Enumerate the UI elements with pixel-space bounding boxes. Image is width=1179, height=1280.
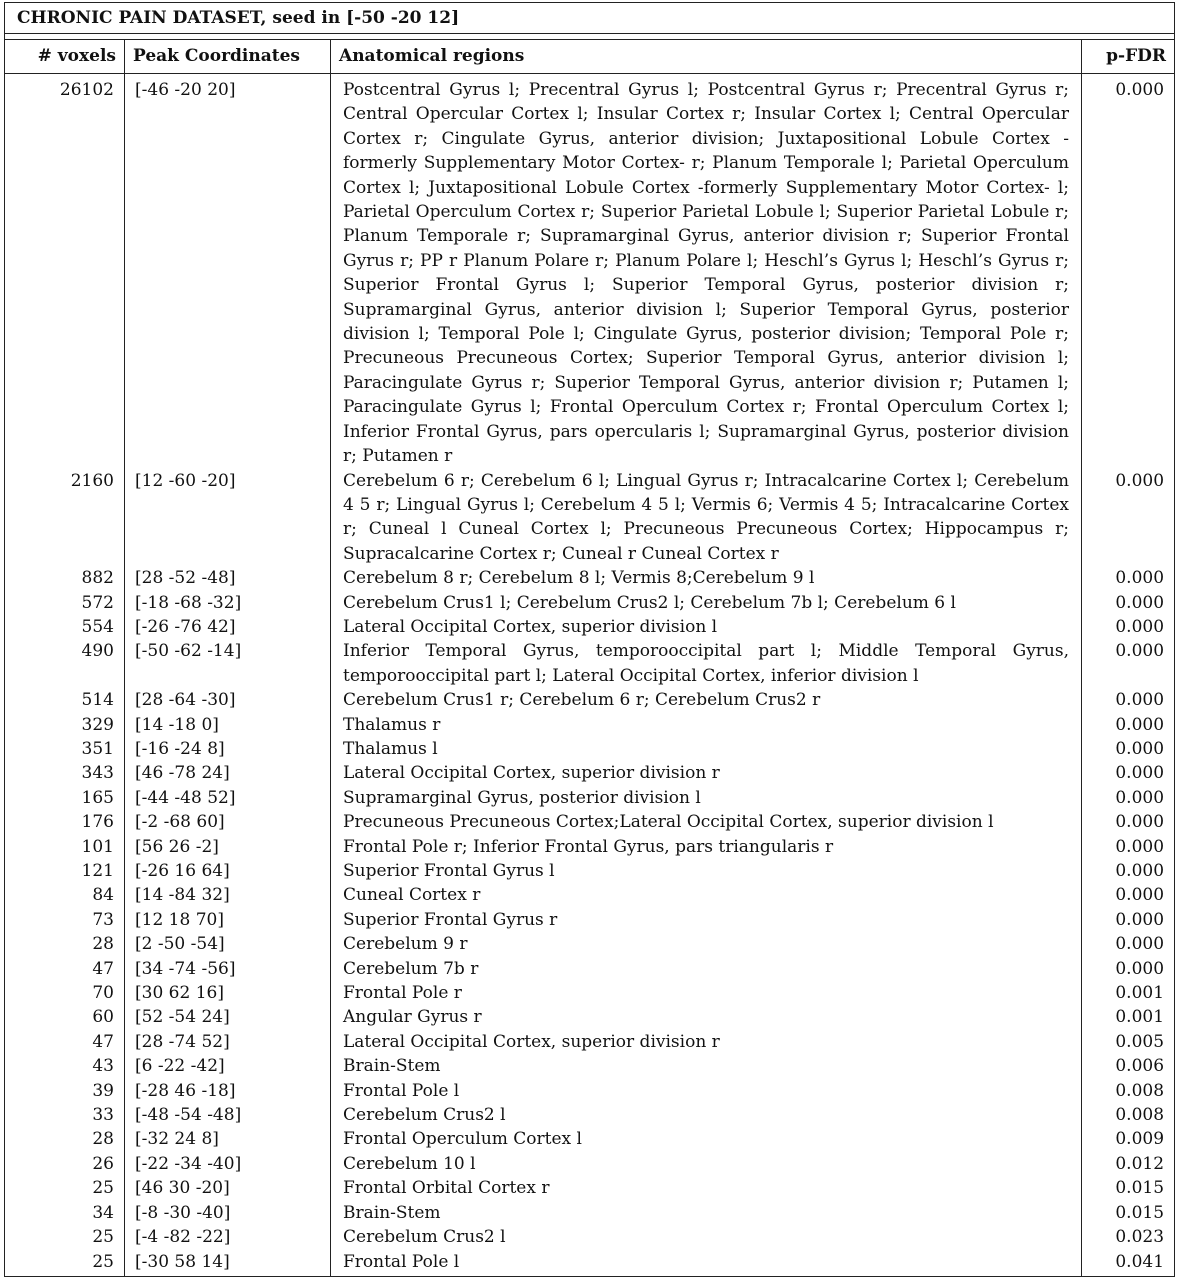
cell-p-fdr: 0.015 (1082, 1176, 1175, 1200)
cell-voxels: 25 (5, 1250, 125, 1277)
cell-p-fdr: 0.008 (1082, 1079, 1175, 1103)
cell-voxels: 33 (5, 1103, 125, 1127)
cell-peak-coordinates: [14 -84 32] (125, 883, 331, 907)
table-row (5, 688, 1175, 712)
table-header-row (5, 40, 1175, 74)
cell-p-fdr: 0.000 (1082, 786, 1175, 810)
cell-peak-coordinates: [-46 -20 20] (125, 78, 331, 469)
table-row (5, 786, 1175, 810)
cell-p-fdr: 0.000 (1082, 713, 1175, 737)
cell-anatomical-regions: Cerebelum Crus2 l (331, 1103, 1082, 1127)
cell-voxels: 26102 (5, 78, 125, 469)
cell-voxels: 514 (5, 688, 125, 712)
cell-p-fdr: 0.000 (1082, 639, 1175, 688)
cell-anatomical-regions: Lateral Occipital Cortex, superior division r (331, 761, 1082, 785)
table-row (5, 859, 1175, 883)
cell-anatomical-regions: Cerebelum Crus1 r; Cerebelum 6 r; Cerebelum Crus2 r (331, 688, 1082, 712)
cell-anatomical-regions: Thalamus r (331, 713, 1082, 737)
cell-voxels: 176 (5, 810, 125, 834)
cell-peak-coordinates: [28 -64 -30] (125, 688, 331, 712)
cell-voxels: 43 (5, 1054, 125, 1078)
table-row (5, 932, 1175, 956)
cell-anatomical-regions: Cerebelum 10 l (331, 1152, 1082, 1176)
cell-peak-coordinates: [-26 16 64] (125, 859, 331, 883)
cell-p-fdr: 0.000 (1082, 932, 1175, 956)
cell-p-fdr: 0.000 (1082, 469, 1175, 567)
cell-peak-coordinates: [14 -18 0] (125, 713, 331, 737)
table-row (5, 1103, 1175, 1127)
cell-p-fdr: 0.000 (1082, 859, 1175, 883)
cell-voxels: 84 (5, 883, 125, 907)
table-row (5, 1225, 1175, 1249)
cell-peak-coordinates: [-44 -48 52] (125, 786, 331, 810)
table-row (5, 1005, 1175, 1029)
cell-anatomical-regions: Cerebelum Crus1 l; Cerebelum Crus2 l; Cerebelum 7b l; Cerebelum 6 l (331, 591, 1082, 615)
cell-voxels: 572 (5, 591, 125, 615)
cell-peak-coordinates: [-30 58 14] (125, 1250, 331, 1277)
cell-anatomical-regions: Brain-Stem (331, 1201, 1082, 1225)
cell-p-fdr: 0.015 (1082, 1201, 1175, 1225)
cell-peak-coordinates: [-8 -30 -40] (125, 1201, 331, 1225)
cell-voxels: 39 (5, 1079, 125, 1103)
cell-peak-coordinates: [-32 24 8] (125, 1127, 331, 1151)
table-row (5, 810, 1175, 834)
table-row (5, 1152, 1175, 1176)
cell-peak-coordinates: [-28 46 -18] (125, 1079, 331, 1103)
table-row (5, 981, 1175, 1005)
cell-peak-coordinates: [46 30 -20] (125, 1176, 331, 1200)
cell-p-fdr: 0.005 (1082, 1030, 1175, 1054)
cell-voxels: 26 (5, 1152, 125, 1176)
cell-voxels: 554 (5, 615, 125, 639)
cell-anatomical-regions: Cuneal Cortex r (331, 883, 1082, 907)
table-row (5, 615, 1175, 639)
cell-voxels: 343 (5, 761, 125, 785)
cell-peak-coordinates: [2 -50 -54] (125, 932, 331, 956)
cell-voxels: 70 (5, 981, 125, 1005)
cell-anatomical-regions: Frontal Operculum Cortex l (331, 1127, 1082, 1151)
cell-p-fdr: 0.000 (1082, 615, 1175, 639)
cell-anatomical-regions: Supramarginal Gyrus, posterior division l (331, 786, 1082, 810)
table-row (5, 835, 1175, 859)
table-row (5, 469, 1175, 567)
table-body (5, 78, 1175, 1276)
cell-anatomical-regions: Thalamus l (331, 737, 1082, 761)
cell-anatomical-regions: Frontal Pole r (331, 981, 1082, 1005)
cell-p-fdr: 0.000 (1082, 761, 1175, 785)
cell-p-fdr: 0.012 (1082, 1152, 1175, 1176)
cell-peak-coordinates: [28 -74 52] (125, 1030, 331, 1054)
cell-anatomical-regions: Inferior Temporal Gyrus, temporooccipital part l; Middle Temporal Gyrus, temporooccipital part l; Lateral Occipital Cortex, inferior division l (331, 639, 1082, 688)
cell-anatomical-regions: Frontal Pole l (331, 1079, 1082, 1103)
table-row (5, 713, 1175, 737)
cell-p-fdr: 0.001 (1082, 981, 1175, 1005)
table-row (5, 737, 1175, 761)
cell-anatomical-regions: Brain-Stem (331, 1054, 1082, 1078)
cell-peak-coordinates: [-22 -34 -40] (125, 1152, 331, 1176)
cell-voxels: 2160 (5, 469, 125, 567)
cell-p-fdr: 0.000 (1082, 835, 1175, 859)
cell-anatomical-regions: Cerebelum 8 r; Cerebelum 8 l; Vermis 8;Cerebelum 9 l (331, 566, 1082, 590)
table-row (5, 908, 1175, 932)
results-table-container (4, 2, 1174, 1277)
cell-voxels: 47 (5, 1030, 125, 1054)
table-title-row (5, 3, 1175, 34)
header-voxels: # voxels (5, 40, 125, 74)
cell-anatomical-regions: Superior Frontal Gyrus r (331, 908, 1082, 932)
table-row (5, 761, 1175, 785)
cell-anatomical-regions: Cerebelum Crus2 l (331, 1225, 1082, 1249)
cell-peak-coordinates: [28 -52 -48] (125, 566, 331, 590)
cell-anatomical-regions: Lateral Occipital Cortex, superior division r (331, 1030, 1082, 1054)
cell-peak-coordinates: [34 -74 -56] (125, 957, 331, 981)
cell-p-fdr: 0.023 (1082, 1225, 1175, 1249)
cell-p-fdr: 0.009 (1082, 1127, 1175, 1151)
cell-voxels: 101 (5, 835, 125, 859)
cell-p-fdr: 0.000 (1082, 688, 1175, 712)
cell-anatomical-regions: Frontal Orbital Cortex r (331, 1176, 1082, 1200)
cell-voxels: 34 (5, 1201, 125, 1225)
cell-peak-coordinates: [6 -22 -42] (125, 1054, 331, 1078)
table-row (5, 639, 1175, 688)
cell-peak-coordinates: [56 26 -2] (125, 835, 331, 859)
cell-p-fdr: 0.041 (1082, 1250, 1175, 1277)
cell-peak-coordinates: [46 -78 24] (125, 761, 331, 785)
table-row (5, 591, 1175, 615)
cell-anatomical-regions: Frontal Pole l (331, 1250, 1082, 1277)
cell-peak-coordinates: [-18 -68 -32] (125, 591, 331, 615)
cell-p-fdr: 0.006 (1082, 1054, 1175, 1078)
cell-anatomical-regions: Cerebelum 9 r (331, 932, 1082, 956)
header-peak-coordinates: Peak Coordinates (125, 40, 331, 74)
cell-peak-coordinates: [12 18 70] (125, 908, 331, 932)
cell-p-fdr: 0.000 (1082, 883, 1175, 907)
cell-anatomical-regions: Angular Gyrus r (331, 1005, 1082, 1029)
cell-p-fdr: 0.000 (1082, 908, 1175, 932)
table-row (5, 566, 1175, 590)
table-row (5, 1127, 1175, 1151)
cell-voxels: 60 (5, 1005, 125, 1029)
cell-peak-coordinates: [12 -60 -20] (125, 469, 331, 567)
cell-p-fdr: 0.000 (1082, 737, 1175, 761)
cell-p-fdr: 0.001 (1082, 1005, 1175, 1029)
cell-p-fdr: 0.000 (1082, 957, 1175, 981)
cell-voxels: 28 (5, 932, 125, 956)
cell-voxels: 882 (5, 566, 125, 590)
table-row (5, 1201, 1175, 1225)
table-row (5, 1030, 1175, 1054)
cell-peak-coordinates: [-48 -54 -48] (125, 1103, 331, 1127)
cell-p-fdr: 0.008 (1082, 1103, 1175, 1127)
cell-voxels: 25 (5, 1225, 125, 1249)
cell-p-fdr: 0.000 (1082, 591, 1175, 615)
table-row (5, 78, 1175, 469)
cell-p-fdr: 0.000 (1082, 566, 1175, 590)
cell-anatomical-regions: Frontal Pole r; Inferior Frontal Gyrus, pars triangularis r (331, 835, 1082, 859)
cell-peak-coordinates: [-50 -62 -14] (125, 639, 331, 688)
table-title: CHRONIC PAIN DATASET, seed in [-50 -20 12] (5, 3, 1175, 34)
cell-peak-coordinates: [-16 -24 8] (125, 737, 331, 761)
cell-peak-coordinates: [52 -54 24] (125, 1005, 331, 1029)
cell-voxels: 490 (5, 639, 125, 688)
header-anatomical-regions: Anatomical regions (331, 40, 1082, 74)
cell-voxels: 28 (5, 1127, 125, 1151)
cell-anatomical-regions: Cerebelum 7b r (331, 957, 1082, 981)
cell-anatomical-regions: Lateral Occipital Cortex, superior division l (331, 615, 1082, 639)
header-p-fdr: p-FDR (1082, 40, 1175, 74)
cell-anatomical-regions: Superior Frontal Gyrus l (331, 859, 1082, 883)
table-row (5, 1079, 1175, 1103)
results-table (4, 2, 1175, 1277)
table-row (5, 957, 1175, 981)
cell-anatomical-regions: Precuneous Precuneous Cortex;Lateral Occipital Cortex, superior division l (331, 810, 1082, 834)
cell-peak-coordinates: [-2 -68 60] (125, 810, 331, 834)
table-row (5, 1250, 1175, 1277)
table-row (5, 1054, 1175, 1078)
cell-anatomical-regions: Postcentral Gyrus l; Precentral Gyrus l; Postcentral Gyrus r; Precentral Gyrus r; Central Opercular Cortex l; Insular Cortex r; Insular Cortex l; Central Opercular Cortex r; Cingulate Gyrus, anterior division; Juxtapositional Lobule Cortex -formerly Supplementary Motor Cortex- r; Planum Temporale l; Parietal Operculum Cortex l; Juxtapositional Lobule Cortex -formerly Supplementary Motor Cortex- l; Parietal Operculum Cortex r; Superior Parietal Lobule l; Superior Parietal Lobule r; Planum Temporale r; Supramarginal Gyrus, anterior division r; Superior Frontal Gyrus r; PP r Planum Polare r; Planum Polare l; Heschl’s Gyrus l; Heschl’s Gyrus r; Superior Frontal Gyrus l; Superior Temporal Gyrus, posterior division r; Supramarginal Gyrus, anterior division l; Superior Temporal Gyrus, posterior division l; Temporal Pole l; Cingulate Gyrus, posterior division; Temporal Pole r; Precuneous Precuneous Cortex; Superior Temporal Gyrus, anterior division l; Paracingulate Gyrus r; Superior Temporal Gyrus, anterior division r; Putamen l; Paracingulate Gyrus l; Frontal Operculum Cortex r; Frontal Operculum Cortex l; Inferior Frontal Gyrus, pars opercularis l; Supramarginal Gyrus, posterior division r; Putamen r (331, 78, 1082, 469)
cell-voxels: 47 (5, 957, 125, 981)
cell-peak-coordinates: [-26 -76 42] (125, 615, 331, 639)
cell-p-fdr: 0.000 (1082, 810, 1175, 834)
table-row (5, 883, 1175, 907)
cell-voxels: 165 (5, 786, 125, 810)
cell-voxels: 25 (5, 1176, 125, 1200)
cell-voxels: 329 (5, 713, 125, 737)
cell-p-fdr: 0.000 (1082, 78, 1175, 469)
cell-voxels: 121 (5, 859, 125, 883)
table-row (5, 1176, 1175, 1200)
cell-voxels: 351 (5, 737, 125, 761)
cell-peak-coordinates: [-4 -82 -22] (125, 1225, 331, 1249)
cell-anatomical-regions: Cerebelum 6 r; Cerebelum 6 l; Lingual Gyrus r; Intracalcarine Cortex l; Cerebelum 4 5 r; Lingual Gyrus l; Cerebelum 4 5 l; Vermis 6; Vermis 4 5; Intracalcarine Cortex r; Cuneal l Cuneal Cortex l; Precuneous Precuneous Cortex; Hippocampus r; Supracalcarine Cortex r; Cuneal r Cuneal Cortex r (331, 469, 1082, 567)
cell-peak-coordinates: [30 62 16] (125, 981, 331, 1005)
cell-voxels: 73 (5, 908, 125, 932)
